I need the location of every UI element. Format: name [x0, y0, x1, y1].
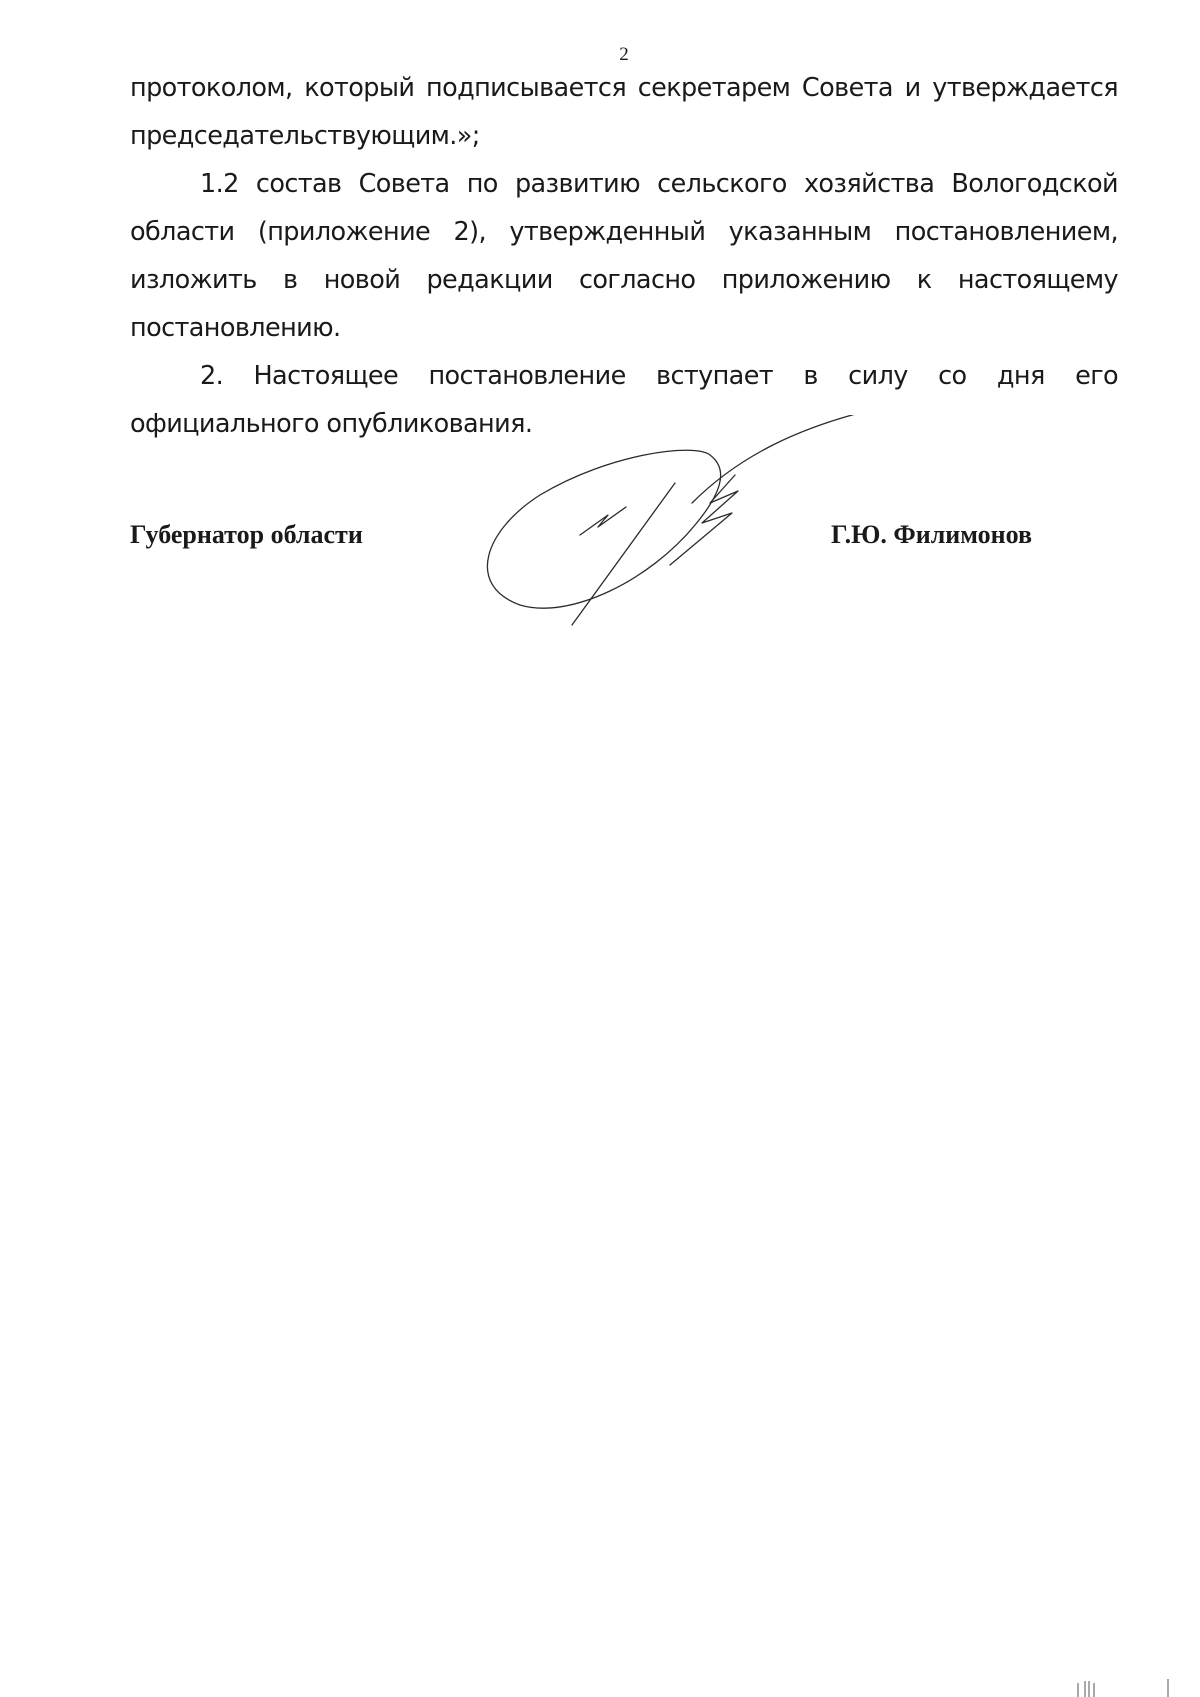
handwritten-signature [480, 415, 880, 635]
paragraph-continuation: протоколом, который подписывается секретарем Совета и утверждается председательствующим.»; [130, 73, 1118, 151]
signature-diagonal-stroke [572, 483, 675, 625]
signature-loop-stroke [487, 450, 720, 608]
document-body [130, 64, 1118, 448]
paragraph-clause-1-2: 1.2 состав Совета по развитию сельского хозяйства Вологодской области (приложение 2), утвержденный указанным постановлением, изложить в новой редакции согласно приложению к настоящему постановлению. [130, 169, 1118, 343]
signatory-name: Г.Ю. Филимонов [831, 520, 1033, 549]
paragraph-clause-2: 2. Настоящее постановление вступает в силу со дня его официального опубликования. [130, 361, 1118, 439]
signature-tail-stroke [692, 415, 875, 503]
scan-edge-marks [1058, 1679, 1178, 1697]
signatory-position: Губернатор области [130, 520, 363, 549]
signature-zigzag-stroke [670, 475, 738, 565]
page-number: 2 [619, 44, 629, 65]
signature-hook-stroke [580, 507, 626, 535]
